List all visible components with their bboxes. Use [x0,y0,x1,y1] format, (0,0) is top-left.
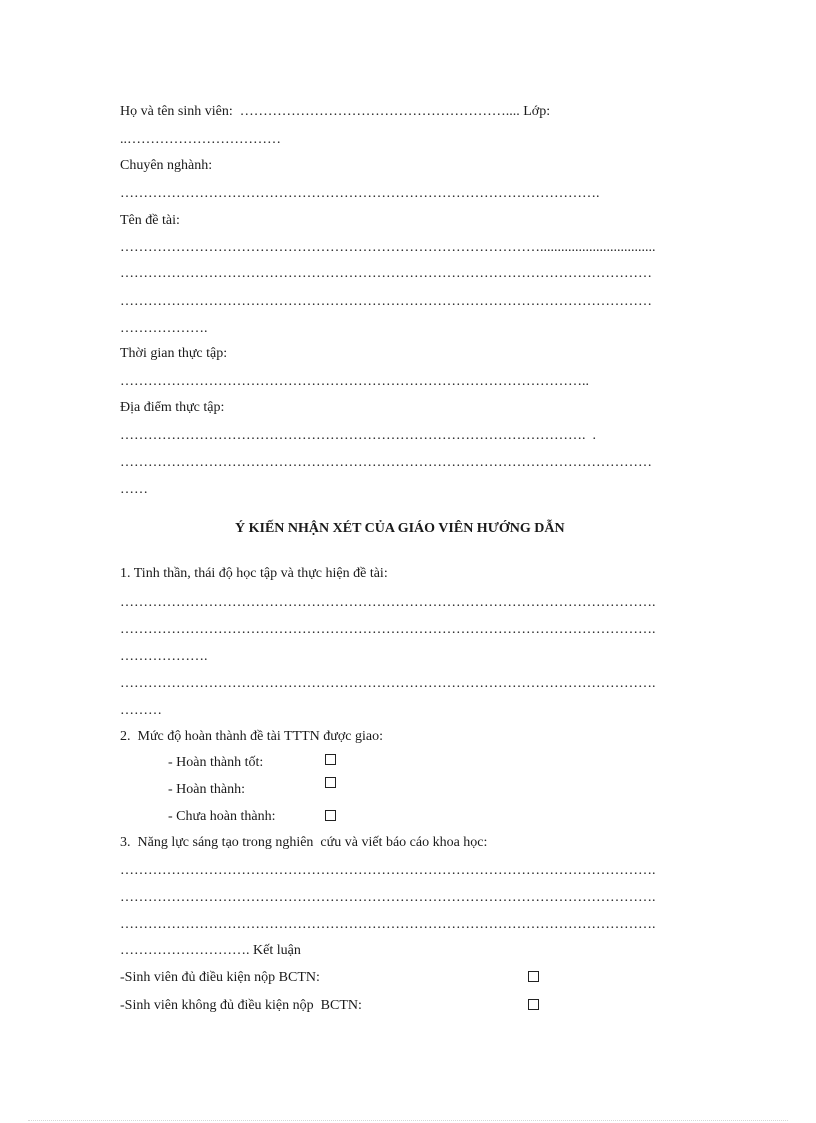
topic-label: Tên đề tài: [120,213,180,228]
q1-dots-2: ……………………………………………………………………………………………………. [120,622,656,637]
major-label: Chuyên nghành: [120,158,213,173]
option-label-complete-good: - Hoàn thành tốt: [168,755,264,770]
place-dots-2: …………………………………………………………………………………………………… [120,455,652,470]
topic-dots-3: …………………………………………………………………………………………………… [120,294,652,309]
eligible-label: -Sinh viên đủ điều kiện nộp BCTN: [120,970,320,985]
section-title: Ý KIẾN NHẬN XÉT CỦA GIÁO VIÊN HƯỚNG DẪN [235,521,565,536]
q3-dots-1: ……………………………………………………………………………………………………. [120,863,656,878]
major-dots: …………………………………………………………………………………………. [120,186,600,201]
checkbox-incomplete[interactable] [325,810,336,821]
option-label-complete: - Hoàn thành: [168,782,245,797]
q1-dots-4: ……………………………………………………………………………………………………. [120,676,656,691]
place-dots-3: …… [120,482,148,497]
checkbox-complete-good[interactable] [325,754,336,765]
conclusion-line: ………………………. Kết luận [120,943,301,958]
class-dots: ..…………………………… [120,132,281,147]
q3-label: 3. Năng lực sáng tạo trong nghiên cứu và viết báo cáo khoa học: [120,835,488,850]
checkbox-not-eligible[interactable] [528,999,539,1010]
time-dots: ……………………………………………………………………………………….. [120,374,589,389]
place-dots-1: ………………………………………………………………………………………. . [120,428,596,443]
time-label: Thời gian thực tập: [120,346,228,361]
page-bottom-divider [28,1120,788,1121]
topic-dots-1: ………………………………………………………………………………................................. [120,240,656,255]
student-name-line: Họ và tên sinh viên: ………………………………………………….... Lớp: [120,104,551,119]
not-eligible-label: -Sinh viên không đủ điều kiện nộp BCTN: [120,998,362,1013]
q2-label: 2. Mức độ hoàn thành đề tài TTTN được giao: [120,729,383,744]
checkbox-eligible[interactable] [528,971,539,982]
topic-dots-2: …………………………………………………………………………………………………… [120,266,652,281]
place-label: Địa điểm thực tập: [120,400,225,415]
checkbox-complete[interactable] [325,777,336,788]
option-label-incomplete: - Chưa hoàn thành: [168,809,276,824]
q3-dots-3: ……………………………………………………………………………………………………. [120,917,656,932]
q1-dots-1: ……………………………………………………………………………………………………. [120,595,656,610]
q1-label: 1. Tinh thần, thái độ học tập và thực hiện đề tài: [120,566,388,581]
q1-dots-3: ………………. [120,649,208,664]
q1-dots-5: ……… [120,703,162,718]
q3-dots-2: ……………………………………………………………………………………………………. [120,890,656,905]
topic-dots-4: ………………. [120,321,208,336]
